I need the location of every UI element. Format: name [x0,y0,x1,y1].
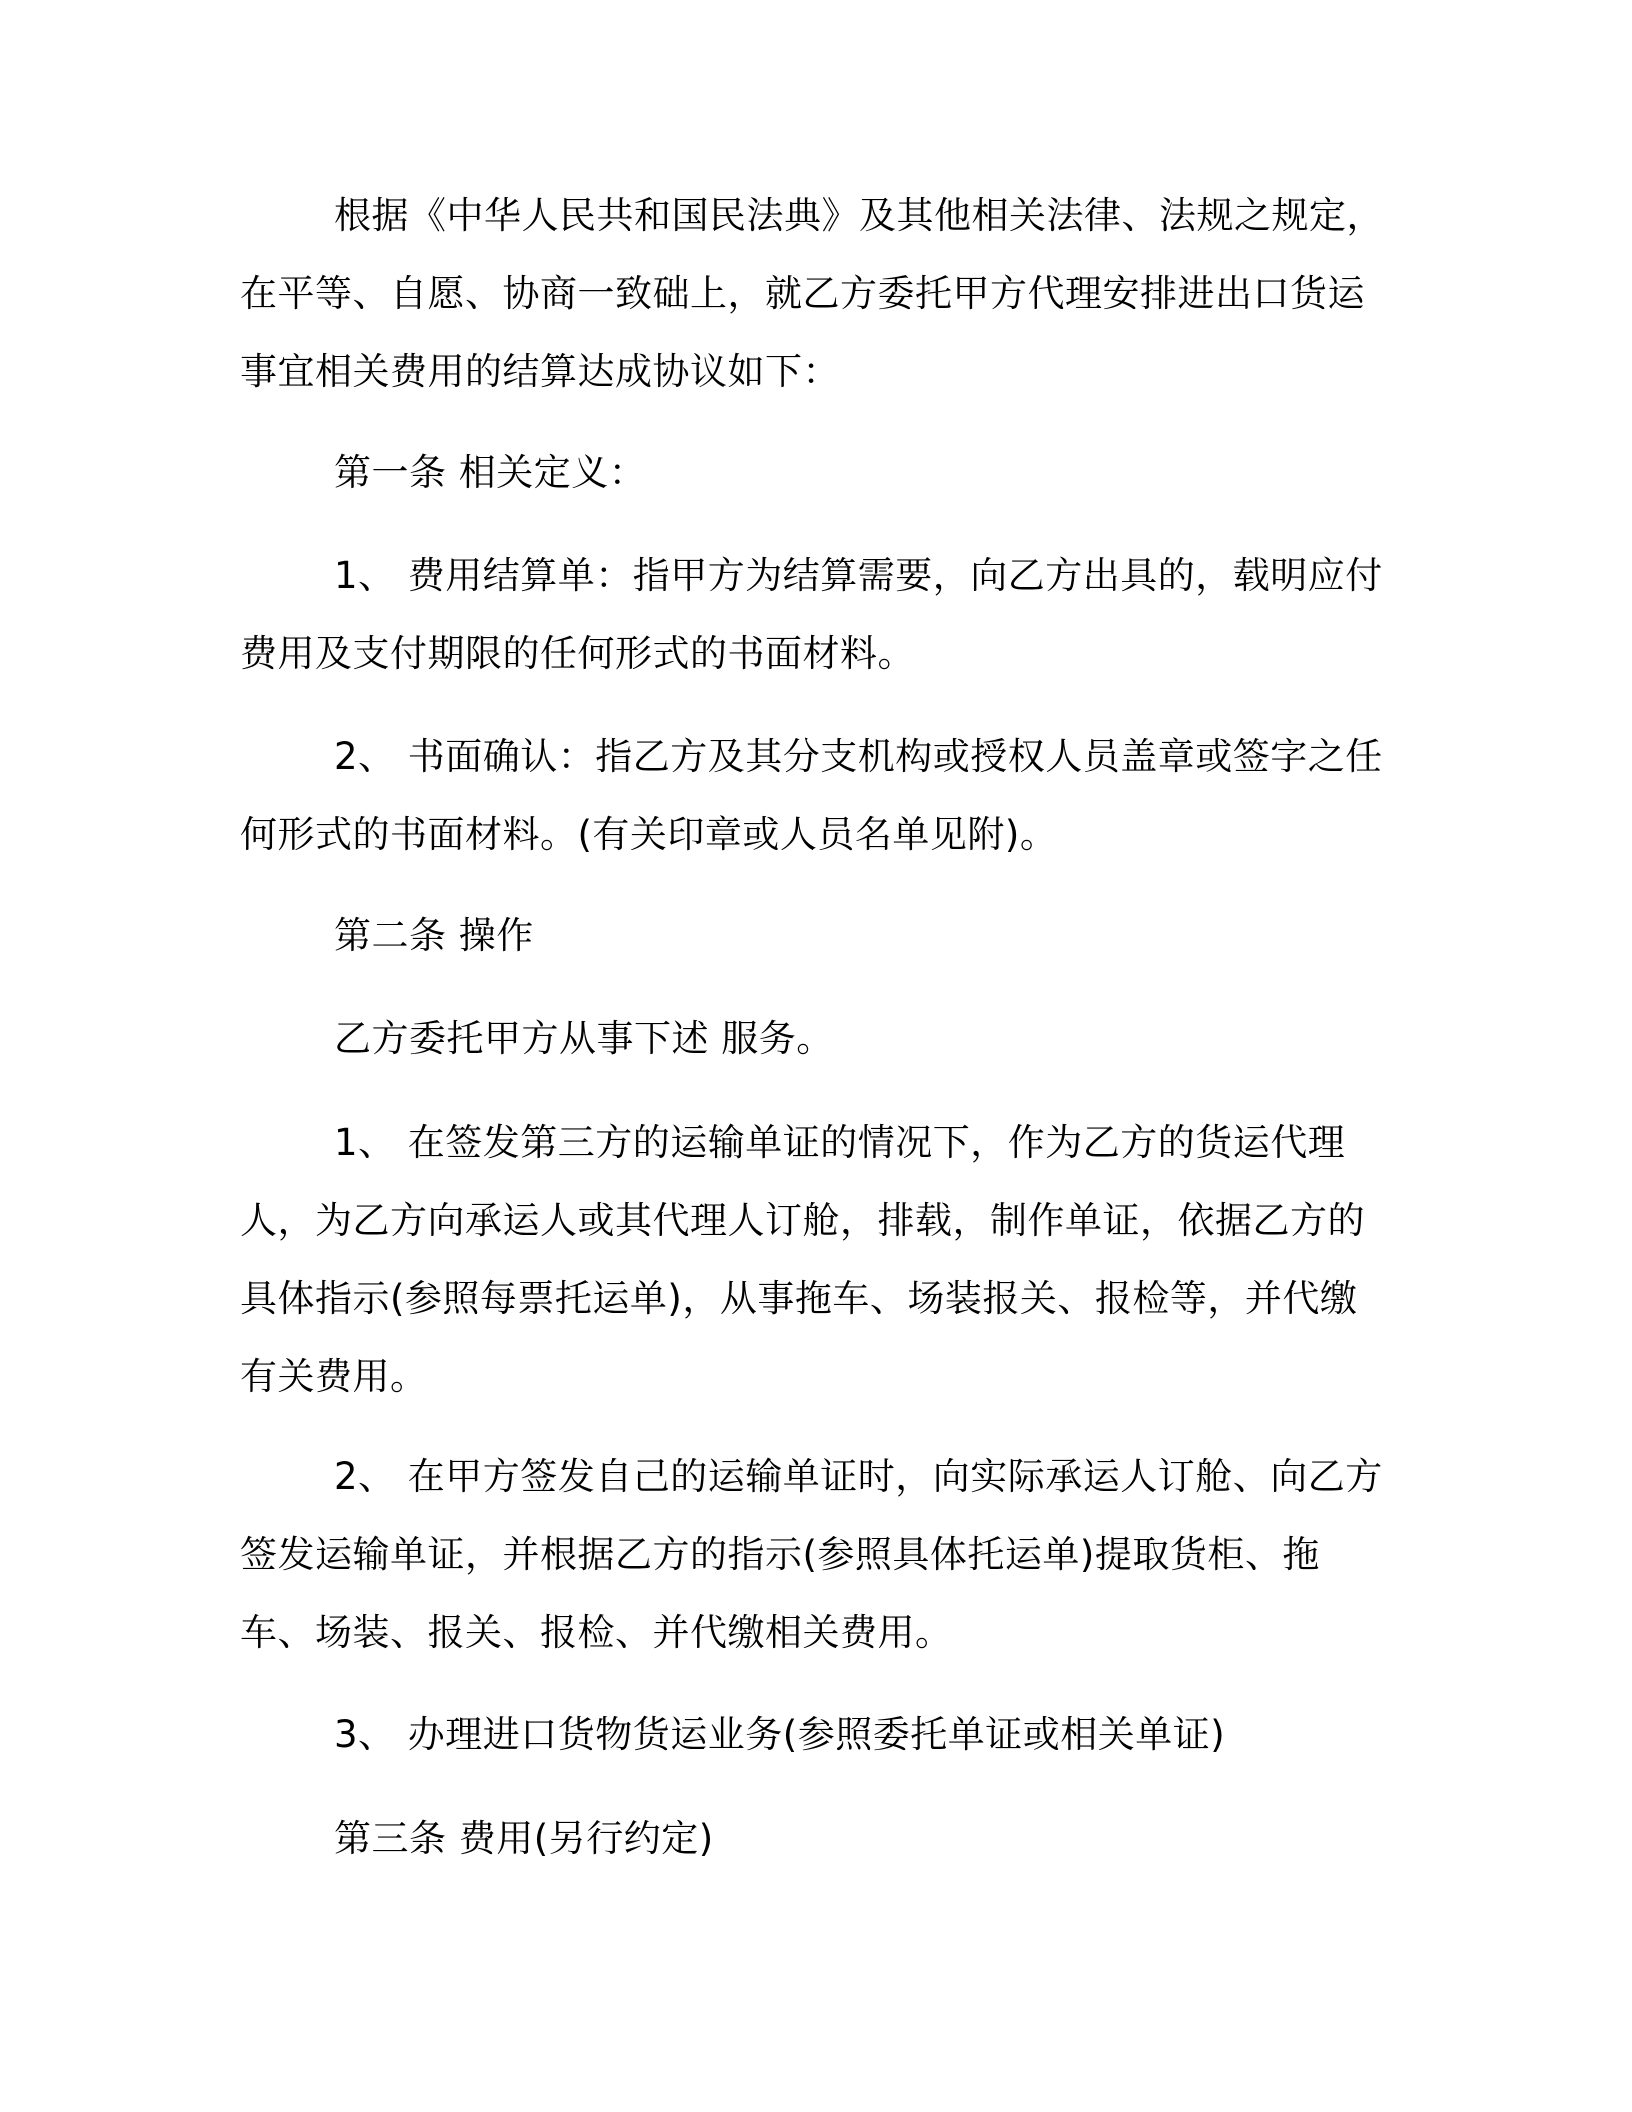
article-2-heading: 第二条 操作 [334,914,534,957]
article-1-item-1: 1、 费用结算单：指甲方为结算需要，向乙方出具的，载明应付费用及支付期限的任何形式的书面材料。 [240,554,1383,675]
article-2-item-1: 1、 在签发第三方的运输单证的情况下，作为乙方的货运代理人，为乙方向承运人或其代理人订舱，排载，制作单证，依据乙方的具体指示(参照每票托运单)，从事拖车、场装报关、报检等，并代缴有关费用。 [240,1121,1365,1398]
article-3-heading: 第三条 费用(另行约定) [334,1817,714,1860]
intro-paragraph: 根据《中华人民共和国民法典》及其他相关法律、法规之规定，在平等、自愿、协商一致础上，就乙方委托甲方代理安排进出口货运事宜相关费用的结算达成协议如下： [240,194,1384,393]
article-2-item-3: 3、 办理进口货物货运业务(参照委托单证或相关单证) [334,1713,1226,1756]
article-1-heading: 第一条 相关定义： [334,451,647,494]
article-1-item-2: 2、 书面确认：指乙方及其分支机构或授权人员盖章或签字之任何形式的书面材料。(有关印章或人员名单见附)。 [240,735,1383,856]
article-2-lead: 乙方委托甲方从事下述 服务。 [334,1017,834,1060]
article-2-item-2: 2、 在甲方签发自己的运输单证时，向实际承运人订舱、向乙方签发运输单证，并根据乙方的指示(参照具体托运单)提取货柜、拖车、场装、报关、报检、并代缴相关费用。 [240,1455,1383,1654]
